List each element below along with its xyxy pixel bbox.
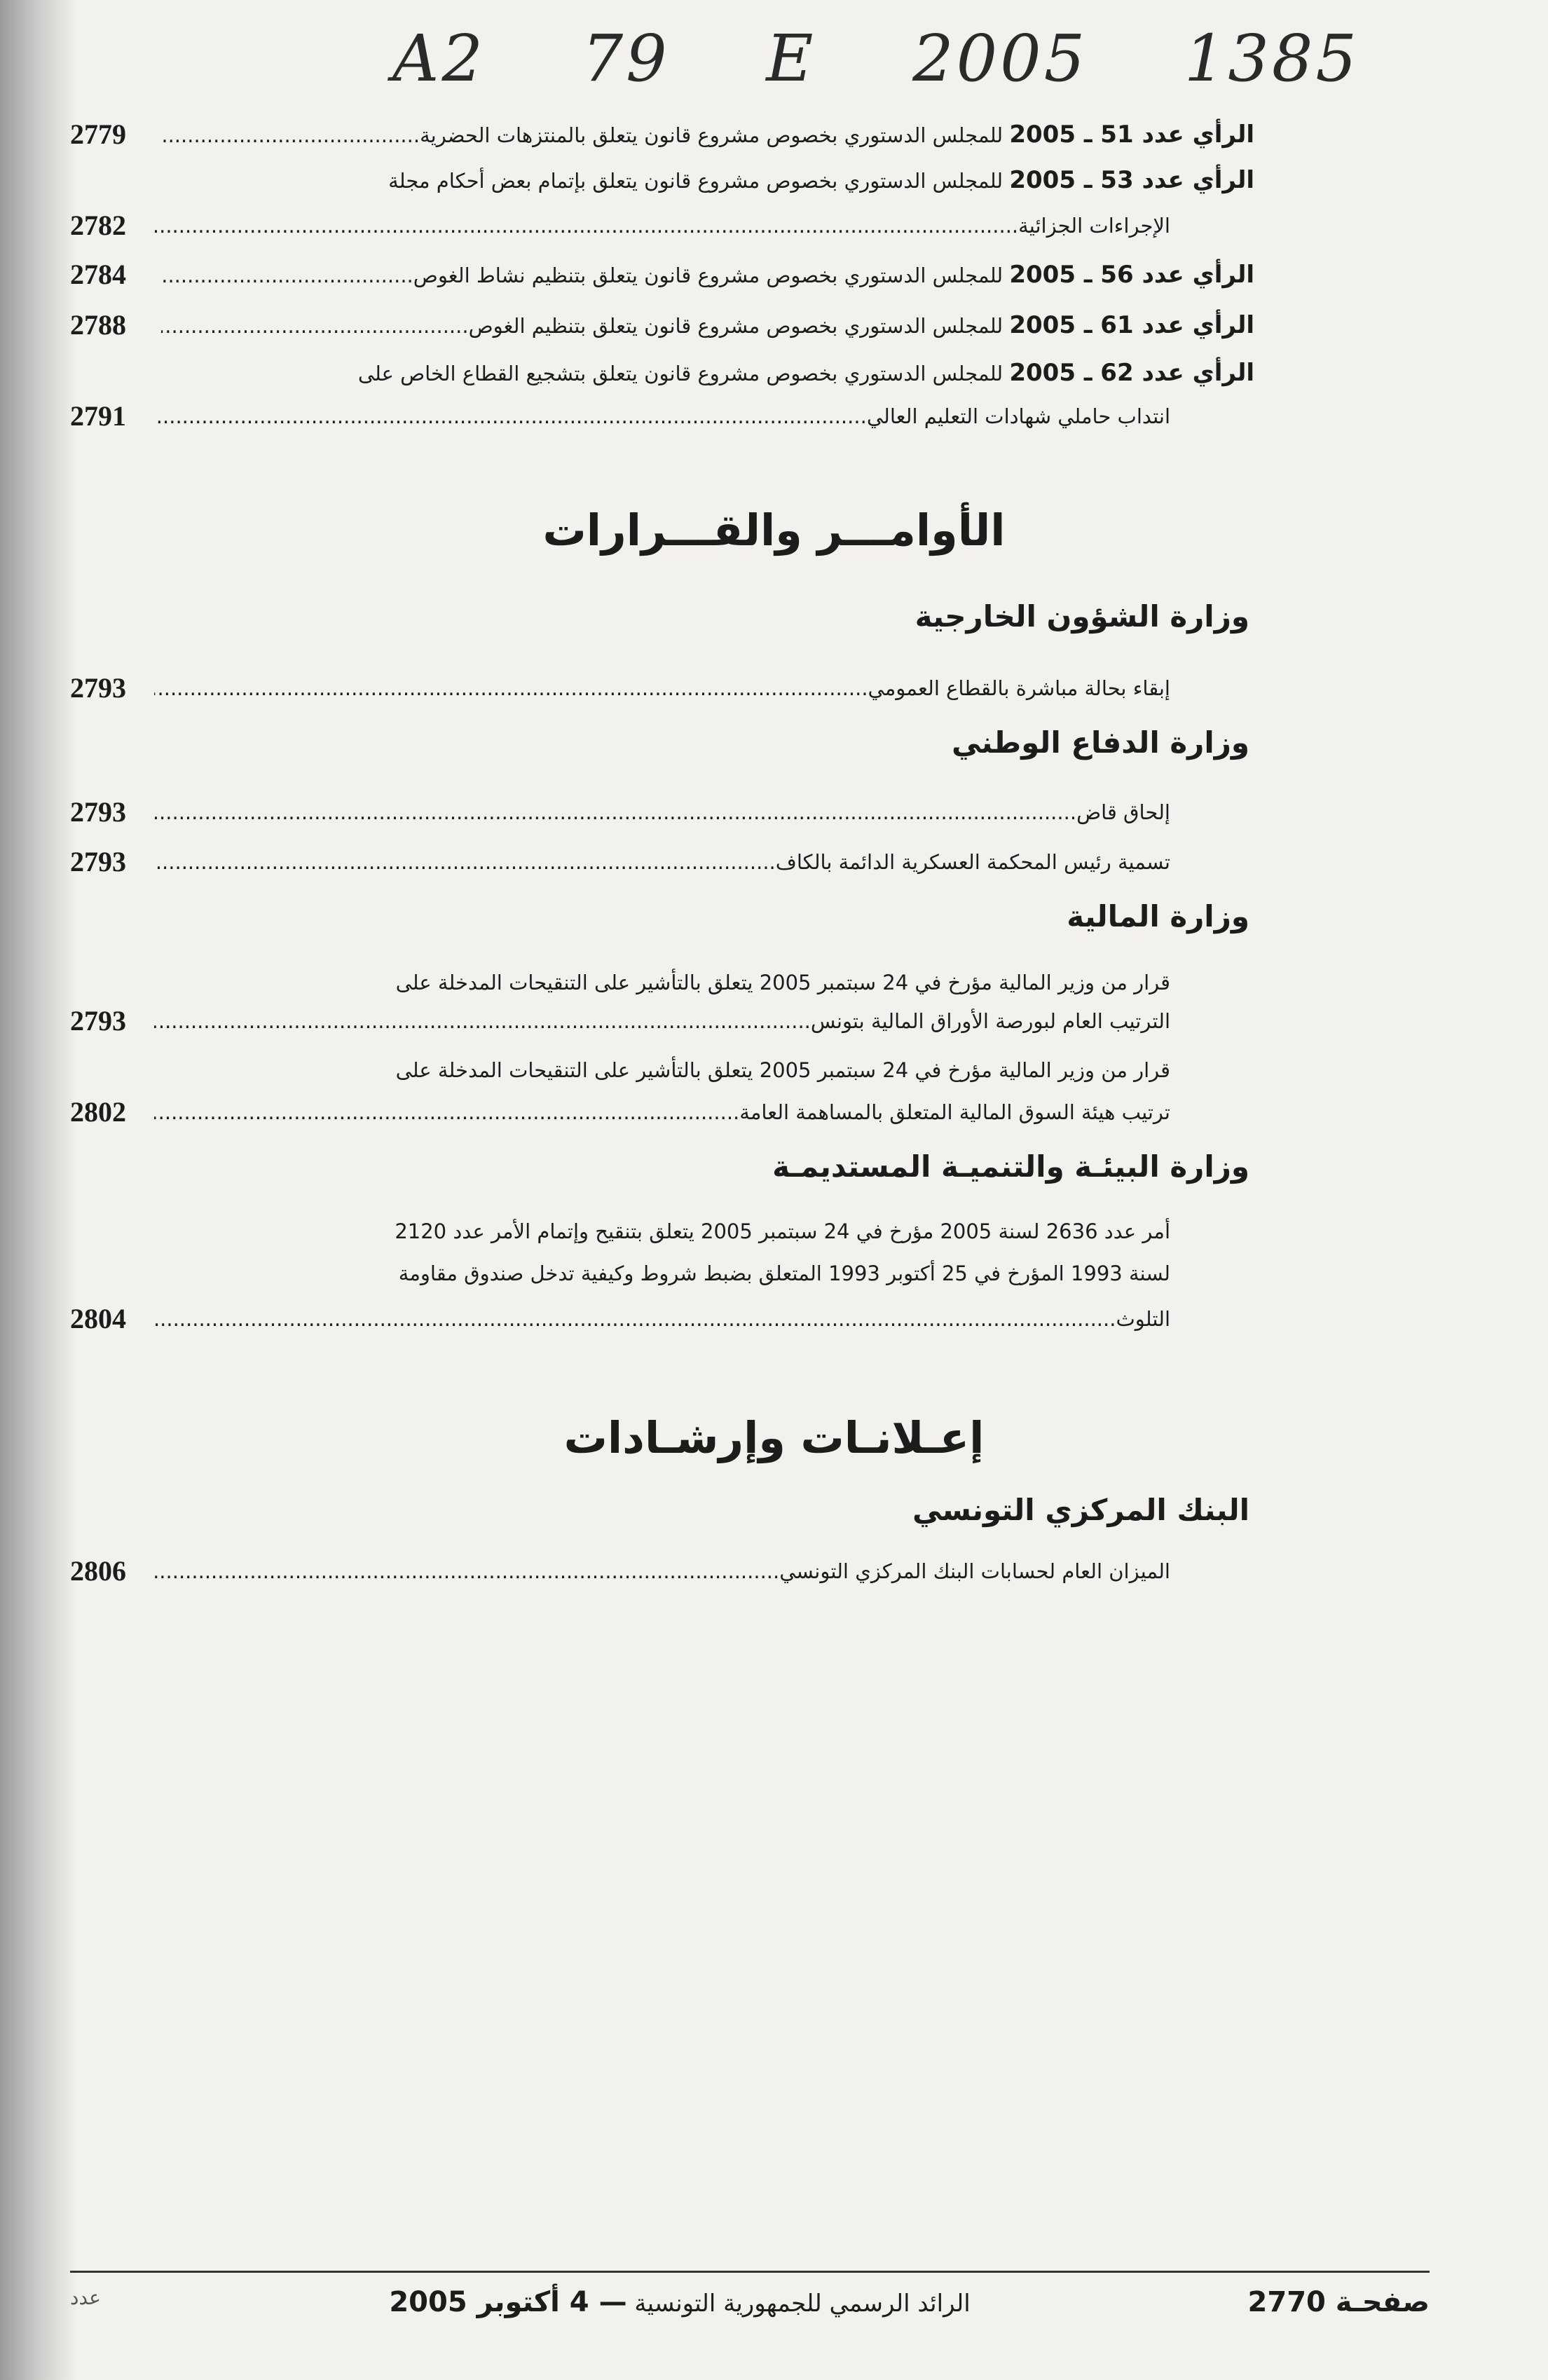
toc-entry-continuation [70, 394, 1254, 439]
entry-text: انتداب حاملي شهادات التعليم العالي ..... [154, 394, 1170, 439]
entry-text: لسنة 1993 المؤرخ في 25 أكتوبر 1993 المتعلق بضبط شروط وكيفية تدخل صندوق مقاومة [398, 1261, 1170, 1285]
entry-text: الترتيب العام لبورصة الأوراق المالية بتونس ..... [154, 999, 1170, 1044]
handwritten-annotation [392, 21, 1359, 119]
entry-text: الرأي عدد 51 ـ 2005 للمجلس الدستوري بخصوص مشروع قانون يتعلق بالمنتزهات الحضرية ..... [161, 112, 1254, 158]
entry-text: قرار من وزير المالية مؤرخ في 24 سبتمبر 2005 يتعلق بالتأشير على التنقيحات المدخلة على [395, 971, 1170, 994]
entry-text: الرأي عدد 61 ـ 2005 للمجلس الدستوري بخصوص مشروع قانون يتعلق بتنظيم الغوص ..... [161, 303, 1254, 348]
handwritten-mark-2: 79 [582, 21, 670, 96]
toc-entry [70, 1549, 1254, 1594]
entry-text: الرأي عدد 56 ـ 2005 للمجلس الدستوري بخصوص مشروع قانون يتعلق بتنظيم نشاط الغوص ..... [161, 252, 1254, 298]
footer-journal: الرائد الرسمي للجمهورية التونسية — 4 أكتوبر 2005 [389, 2286, 971, 2318]
toc-entry-continuation [70, 1251, 1254, 1296]
toc-entry-continuation [70, 999, 1254, 1044]
toc-entry-continuation [70, 1297, 1254, 1341]
page-number: 2806 [70, 1555, 126, 1587]
entry-text: ترتيب هيئة السوق المالية المتعلق بالمساهمة العامة ..... [154, 1090, 1170, 1135]
page-number: 2788 [70, 309, 126, 341]
toc-entry [70, 350, 1254, 395]
entry-text: تسمية رئيس المحكمة العسكرية الدائمة بالكاف ..... [154, 840, 1170, 884]
section-title-orders: الأوامـــر والقـــرارات [542, 505, 1006, 556]
entry-text: التلوث ..... [154, 1297, 1170, 1341]
section-title-notices: إعـلانـات وإرشـادات [563, 1412, 985, 1463]
toc-entry-continuation [70, 203, 1254, 248]
entry-text: الرأي عدد 53 ـ 2005 للمجلس الدستوري بخصوص مشروع قانون يتعلق بإتمام بعض أحكام مجلة [388, 166, 1254, 194]
entry-text: أمر عدد 2636 لسنة 2005 مؤرخ في 24 سبتمبر 2005 يتعلق بتنقيح وإتمام الأمر عدد 2120 [395, 1219, 1170, 1243]
entry-text: الإجراءات الجزائية ..... [154, 203, 1170, 248]
toc-entry [70, 252, 1254, 297]
page-number: 2793 [70, 672, 126, 704]
ministry-environment: وزارة البيئـة والتنميـة المستديمـة [772, 1149, 1249, 1184]
toc-entry-continuation [70, 1090, 1254, 1135]
entry-text: الميزان العام لحسابات البنك المركزي التونسي ..... [154, 1549, 1170, 1594]
scan-edge-shadow [0, 0, 77, 2380]
institution-central-bank: البنك المركزي التونسي [912, 1493, 1249, 1527]
page-number: 2782 [70, 210, 126, 241]
toc-entry [70, 790, 1254, 835]
page-number: 2793 [70, 846, 126, 877]
toc-entry [70, 158, 1254, 203]
page-number: 2791 [70, 400, 126, 432]
handwritten-mark-4: 2005 [912, 21, 1088, 96]
page-footer [70, 2286, 1430, 2342]
page-number: 2802 [70, 1096, 126, 1128]
page-number: 2804 [70, 1303, 126, 1334]
footer-divider [70, 2271, 1430, 2273]
toc-entry [70, 112, 1254, 157]
toc-entry [70, 303, 1254, 348]
footer-page-number: صفحـة 2770 [1247, 2286, 1430, 2318]
page-number: 2779 [70, 118, 126, 150]
toc-entry [70, 840, 1254, 884]
entry-text: إلحاق قاض ..... [154, 790, 1170, 835]
entry-text: الرأي عدد 62 ـ 2005 للمجلس الدستوري بخصوص مشروع قانون يتعلق بتشجيع القطاع الخاص على [357, 359, 1254, 387]
handwritten-mark-1: A2 [392, 21, 486, 96]
toc-entry [70, 1048, 1254, 1093]
page-number: 2793 [70, 1005, 126, 1037]
ministry-defense: وزارة الدفاع الوطني [952, 725, 1249, 760]
toc-entry [70, 666, 1254, 711]
handwritten-mark-3: E [766, 21, 816, 96]
ministry-finance: وزارة المالية [1067, 899, 1249, 933]
page-number: 2784 [70, 259, 126, 290]
entry-text: إبقاء بحالة مباشرة بالقطاع العمومي ..... [154, 666, 1170, 711]
handwritten-mark-5: 1385 [1184, 21, 1359, 96]
ministry-foreign-affairs: وزارة الشؤون الخارجية [915, 599, 1249, 634]
footer-edge-text: عدد [70, 2286, 101, 2309]
entry-text: قرار من وزير المالية مؤرخ في 24 سبتمبر 2005 يتعلق بالتأشير على التنقيحات المدخلة على [395, 1058, 1170, 1082]
page-number: 2793 [70, 796, 126, 828]
toc-entry [70, 1209, 1254, 1254]
